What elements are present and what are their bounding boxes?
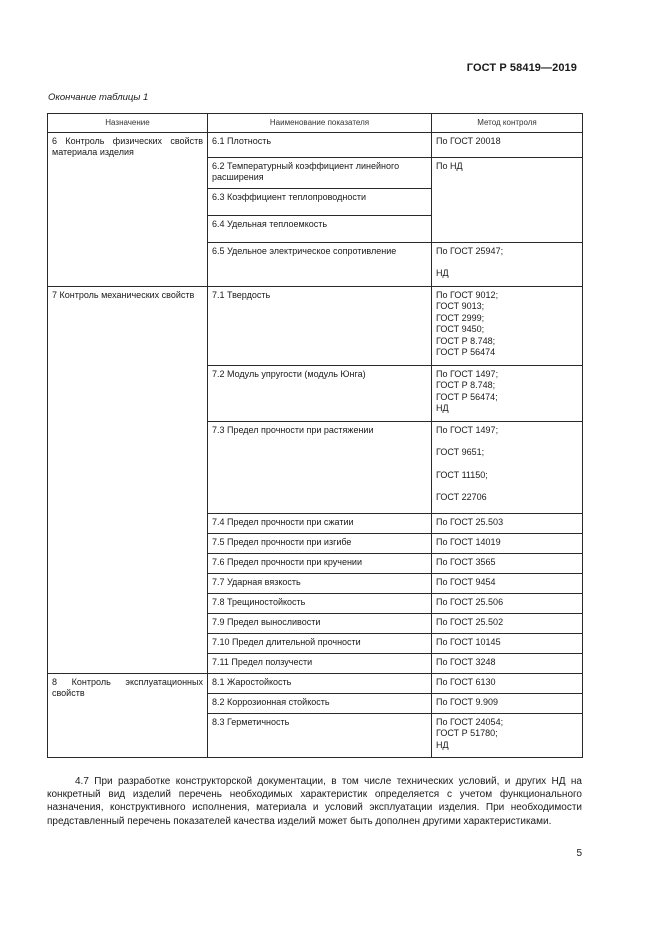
- method-cell: По ГОСТ 9012; ГОСТ 9013; ГОСТ 2999; ГОСТ 9450; ГОСТ Р 8.748; ГОСТ Р 56474: [432, 287, 583, 366]
- body-paragraph: [47, 775, 582, 828]
- method-cell: По ГОСТ 25.506: [432, 594, 583, 614]
- method-cell: По ГОСТ 1497; ГОСТ 9651; ГОСТ 11150; ГОСТ 22706: [432, 422, 583, 514]
- indicator-cell: 7.8 Трещиностойкость: [208, 594, 432, 614]
- column-header: Метод контроля: [432, 114, 583, 133]
- indicator-cell: 8.1 Жаростойкость: [208, 674, 432, 694]
- indicator-cell: 7.4 Предел прочности при сжатии: [208, 514, 432, 534]
- method-cell: По ГОСТ 25.503: [432, 514, 583, 534]
- indicator-cell: 7.9 Предел выносливости: [208, 614, 432, 634]
- table-row: [48, 133, 583, 158]
- indicator-cell: 8.3 Герметичность: [208, 714, 432, 758]
- document-header: ГОСТ Р 58419—2019: [466, 62, 577, 74]
- indicator-cell: 7.3 Предел прочности при растяжении: [208, 422, 432, 514]
- indicators-table: [47, 113, 583, 758]
- method-cell: По ГОСТ 14019: [432, 534, 583, 554]
- method-cell: По ГОСТ 3248: [432, 654, 583, 674]
- table-row: [48, 287, 583, 366]
- indicator-cell: 6.5 Удельное электрическое сопротивление: [208, 243, 432, 287]
- group-cell-8: 8 Контроль эксплуатационных свойств: [48, 674, 208, 758]
- method-cell: По ГОСТ 9454: [432, 574, 583, 594]
- indicator-cell: 6.4 Удельная теплоемкость: [208, 216, 432, 243]
- column-header: Наименование показателя: [208, 114, 432, 133]
- group-cell-6: 6 Контроль физических свойств материала изделия: [48, 133, 208, 287]
- method-cell: По ГОСТ 9.909: [432, 694, 583, 714]
- method-cell: По НД: [432, 158, 583, 243]
- indicator-cell: 7.10 Предел длительной прочности: [208, 634, 432, 654]
- page-number: 5: [576, 848, 582, 859]
- paragraph-text: 4.7 При разработке конструкторской документации, в том числе технических условий, и других НД на конкретный вид изделий перечень необходимых характеристик определяется с учетом функционального назначения, конструктивного исполнения, материала и условий эксплуатации изделия. При необходимости представленный перечень показателей качества изделий может быть дополнен другими характеристиками.: [47, 776, 582, 827]
- column-header: Назначение: [48, 114, 208, 133]
- table-row: [48, 674, 583, 694]
- indicator-cell: 6.2 Температурный коэффициент линейного расширения: [208, 158, 432, 189]
- method-cell: По ГОСТ 25947; НД: [432, 243, 583, 287]
- method-cell: По ГОСТ 10145: [432, 634, 583, 654]
- indicator-cell: 7.6 Предел прочности при кручении: [208, 554, 432, 574]
- indicator-cell: 6.3 Коэффициент теплопроводности: [208, 189, 432, 216]
- method-cell: По ГОСТ 25.502: [432, 614, 583, 634]
- indicator-cell: 7.1 Твердость: [208, 287, 432, 366]
- method-cell: По ГОСТ 20018: [432, 133, 583, 158]
- indicator-cell: 7.7 Ударная вязкость: [208, 574, 432, 594]
- method-cell: По ГОСТ 24054; ГОСТ Р 51780; НД: [432, 714, 583, 758]
- method-cell: По ГОСТ 6130: [432, 674, 583, 694]
- group-cell-7: 7 Контроль механических свойств: [48, 287, 208, 674]
- table-header-row: [48, 114, 583, 133]
- indicator-cell: 8.2 Коррозионная стойкость: [208, 694, 432, 714]
- indicator-cell: 7.5 Предел прочности при изгибе: [208, 534, 432, 554]
- indicator-cell: 7.11 Предел ползучести: [208, 654, 432, 674]
- indicator-cell: 7.2 Модуль упругости (модуль Юнга): [208, 366, 432, 422]
- method-cell: По ГОСТ 1497; ГОСТ Р 8.748; ГОСТ Р 56474; НД: [432, 366, 583, 422]
- table-caption: Окончание таблицы 1: [48, 92, 149, 103]
- method-cell: По ГОСТ 3565: [432, 554, 583, 574]
- indicator-cell: 6.1 Плотность: [208, 133, 432, 158]
